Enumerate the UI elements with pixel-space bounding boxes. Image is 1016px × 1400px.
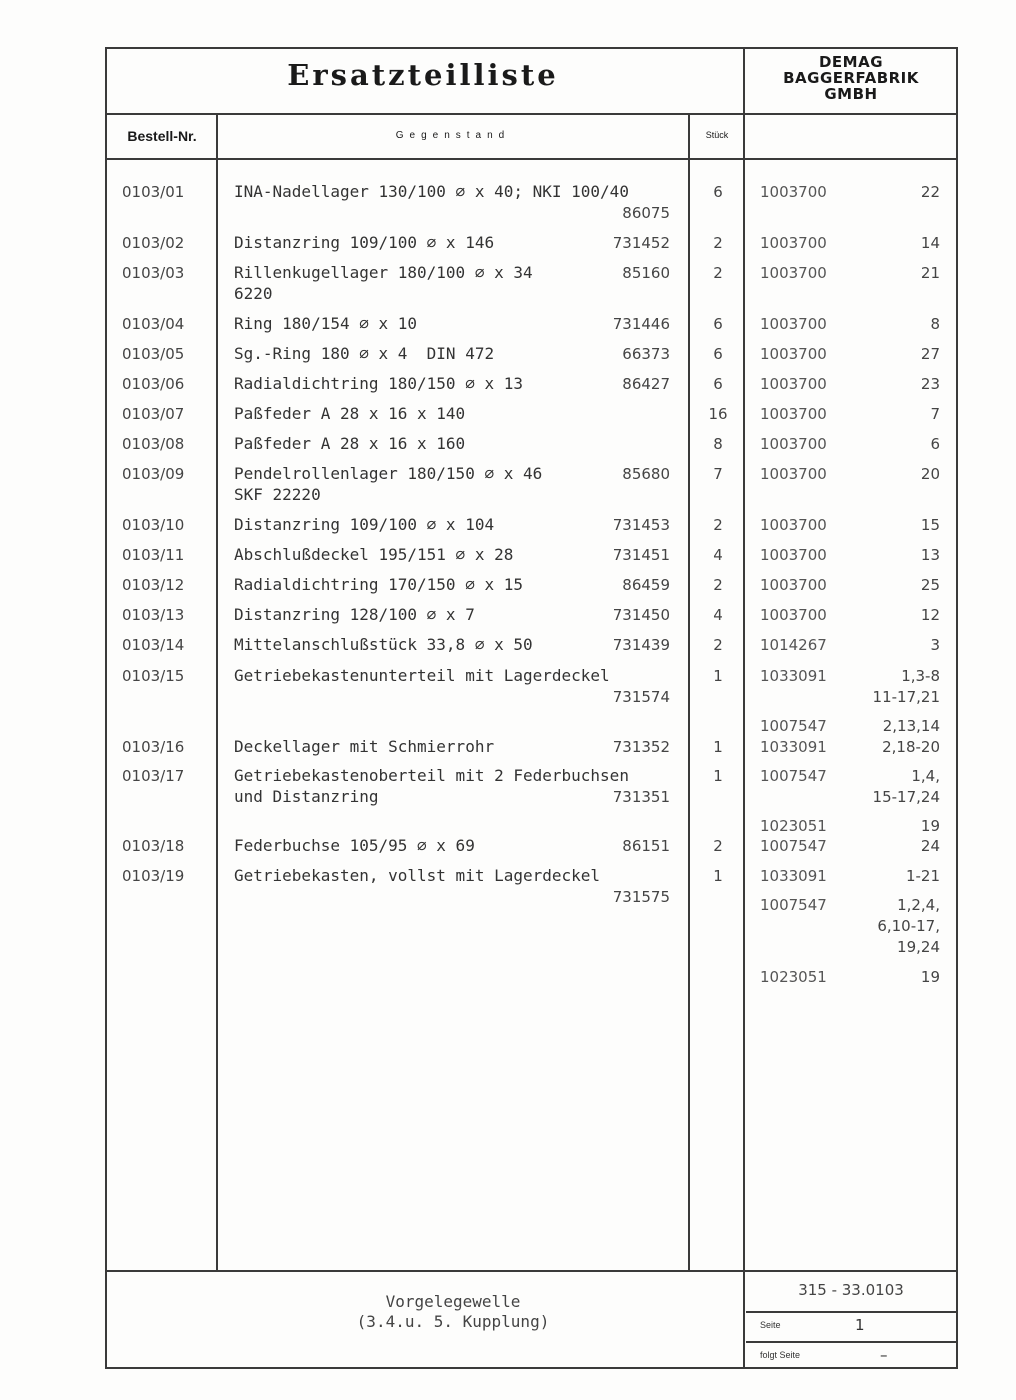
seite-label: Seite — [760, 1320, 781, 1330]
quantity: 1 — [713, 767, 723, 785]
position-reference: 11-17,21 — [872, 688, 940, 706]
quantity: 2 — [713, 576, 723, 594]
part-number: 0103/13 — [122, 606, 185, 624]
quantity: 6 — [713, 375, 723, 393]
col-divider-gegenstand — [688, 113, 690, 1270]
position-reference: 20 — [920, 465, 940, 483]
part-code: 86459 — [622, 576, 670, 594]
document-title: Ersatzteilliste — [287, 58, 559, 92]
position-reference: 13 — [920, 546, 940, 564]
position-reference: 22 — [920, 183, 940, 201]
part-code: 731450 — [612, 606, 670, 624]
quantity: 2 — [713, 636, 723, 654]
footer-divider — [105, 1270, 958, 1272]
part-code: 85680 — [622, 465, 670, 483]
quantity: 4 — [713, 606, 723, 624]
part-code: 731453 — [612, 516, 670, 534]
group-number: 1003700 — [760, 183, 827, 201]
group-number: 1007547 — [760, 837, 827, 855]
quantity: 6 — [713, 183, 723, 201]
position-reference: 21 — [920, 264, 940, 282]
group-number: 1003700 — [760, 606, 827, 624]
position-reference: 12 — [920, 606, 940, 624]
part-number: 0103/14 — [122, 636, 185, 654]
position-reference: 1-21 — [905, 867, 940, 885]
folgt-seite-label: folgt Seite — [760, 1350, 801, 1360]
group-number: 1033091 — [760, 867, 827, 885]
position-reference: 1,2,4, — [897, 896, 940, 915]
group-number: 1003700 — [760, 435, 827, 453]
part-description: Distanzring 128/100 ∅ x 7 — [234, 605, 475, 624]
group-number: 1003700 — [760, 234, 827, 252]
part-number: 0103/19 — [122, 867, 185, 885]
part-number: 0103/08 — [122, 435, 185, 453]
part-code: 731451 — [612, 546, 670, 564]
column-header-divider — [105, 158, 958, 160]
quantity: 1 — [713, 667, 723, 685]
part-code: 731351 — [612, 788, 670, 806]
part-code: 731352 — [612, 738, 670, 756]
part-description: Radialdichtring 170/150 ∅ x 15 — [234, 575, 523, 594]
group-number: 1003700 — [760, 375, 827, 393]
quantity: 2 — [713, 516, 723, 534]
quantity: 4 — [713, 546, 723, 564]
brand-divider — [743, 47, 745, 113]
part-number: 0103/03 — [122, 264, 185, 282]
footer-divider-seite — [746, 1311, 958, 1313]
part-description: und Distanzring — [234, 787, 379, 806]
part-description: Rillenkugellager 180/100 ∅ x 34 — [234, 263, 533, 282]
footer-divider-folgt — [746, 1341, 958, 1343]
part-description: Federbuchse 105/95 ∅ x 69 — [234, 836, 475, 855]
position-reference: 1,4, — [911, 767, 940, 785]
group-number: 1003700 — [760, 576, 827, 594]
part-description: SKF 22220 — [234, 485, 321, 504]
part-code: 66373 — [622, 345, 670, 363]
quantity: 6 — [713, 315, 723, 333]
group-number: 1014267 — [760, 636, 827, 654]
part-number: 0103/18 — [122, 837, 185, 855]
part-code: 86427 — [622, 375, 670, 393]
group-number: 1003700 — [760, 315, 827, 333]
part-code: 86151 — [622, 837, 670, 855]
position-reference: 23 — [920, 375, 940, 393]
group-number: 1007547 — [760, 767, 827, 785]
group-number: 1007547 — [760, 896, 827, 915]
position-reference: 6 — [930, 435, 940, 453]
part-number: 0103/15 — [122, 667, 185, 685]
part-code: 731439 — [612, 636, 670, 654]
col-divider-bestell — [216, 113, 218, 1270]
group-number: 1003700 — [760, 546, 827, 564]
part-description: Abschlußdeckel 195/151 ∅ x 28 — [234, 545, 514, 564]
part-description: Pendelrollenlager 180/150 ∅ x 46 — [234, 464, 543, 483]
part-number: 0103/16 — [122, 738, 185, 756]
position-reference: 2,18-20 — [882, 738, 940, 756]
part-code: 731575 — [612, 888, 670, 906]
column-header-gegenstand: Gegenstand — [395, 130, 511, 141]
group-number: 1033091 — [760, 667, 827, 685]
company-logo: DEMAG BAGGERFABRIK GMBH — [783, 53, 919, 103]
part-description: Paßfeder A 28 x 16 x 140 — [234, 404, 466, 423]
header-divider — [105, 113, 958, 115]
group-number: 1007547 — [760, 717, 827, 736]
column-header-stueck: Stück — [705, 130, 729, 140]
position-reference: 14 — [920, 234, 940, 252]
position-reference: 6,10-17, — [877, 917, 940, 936]
part-number: 0103/09 — [122, 465, 185, 483]
part-description: Deckellager mit Schmierrohr — [234, 737, 495, 756]
quantity: 1 — [713, 738, 723, 756]
assembly-description: Vorgelegewelle (3.4.u. 5. Kupplung) — [356, 1292, 550, 1331]
position-reference: 15-17,24 — [872, 788, 940, 806]
position-reference: 1,3-8 — [901, 667, 940, 685]
quantity: 1 — [713, 867, 723, 885]
part-description: Getriebekastenunterteil mit Lagerdeckel — [234, 666, 610, 685]
part-number: 0103/05 — [122, 345, 185, 363]
position-reference: 19,24 — [897, 938, 940, 957]
position-reference: 25 — [920, 576, 940, 594]
position-reference: 19 — [920, 817, 940, 836]
part-description: INA-Nadellager 130/100 ∅ x 40; NKI 100/40 — [234, 182, 629, 201]
position-reference: 3 — [930, 636, 940, 654]
part-number: 0103/11 — [122, 546, 185, 564]
group-number: 1003700 — [760, 345, 827, 363]
part-number: 0103/12 — [122, 576, 185, 594]
part-number: 0103/04 — [122, 315, 185, 333]
part-description: Paßfeder A 28 x 16 x 160 — [234, 434, 466, 453]
seite-value: 1 — [855, 1316, 865, 1334]
part-code: 731452 — [612, 234, 670, 252]
position-reference: 19 — [920, 967, 940, 986]
part-description: Sg.-Ring 180 ∅ x 4 DIN 472 — [234, 344, 495, 363]
part-description: Distanzring 109/100 ∅ x 146 — [234, 233, 495, 252]
part-code: 731446 — [612, 315, 670, 333]
part-code: 731574 — [612, 688, 670, 706]
part-description: Radialdichtring 180/150 ∅ x 13 — [234, 374, 523, 393]
part-description: Getriebekastenoberteil mit 2 Federbuchsen — [234, 766, 629, 785]
group-number: 1023051 — [760, 967, 827, 986]
quantity: 6 — [713, 345, 723, 363]
part-number: 0103/01 — [122, 183, 185, 201]
part-description: Distanzring 109/100 ∅ x 104 — [234, 515, 495, 534]
group-number: 1033091 — [760, 738, 827, 756]
part-description: 6220 — [234, 284, 273, 303]
part-number: 0103/07 — [122, 405, 185, 423]
quantity: 2 — [713, 264, 723, 282]
position-reference: 2,13,14 — [882, 717, 940, 736]
group-number: 1003700 — [760, 405, 827, 423]
part-description: Ring 180/154 ∅ x 10 — [234, 314, 418, 333]
quantity: 2 — [713, 837, 723, 855]
group-number: 1003700 — [760, 264, 827, 282]
document-number: 315 - 33.0103 — [798, 1281, 904, 1299]
part-number: 0103/06 — [122, 375, 185, 393]
quantity: 8 — [713, 435, 723, 453]
part-number: 0103/17 — [122, 767, 185, 785]
group-number: 1003700 — [760, 465, 827, 483]
position-reference: 7 — [930, 405, 940, 423]
position-reference: 24 — [920, 837, 940, 855]
quantity: 2 — [713, 234, 723, 252]
part-number: 0103/02 — [122, 234, 185, 252]
position-reference: 8 — [930, 315, 940, 333]
part-description: Getriebekasten, vollst mit Lagerdeckel — [234, 866, 601, 885]
part-code: 85160 — [622, 264, 670, 282]
quantity: 16 — [708, 405, 728, 423]
group-number: 1023051 — [760, 817, 827, 836]
column-header-bestell: Bestell-Nr. — [127, 128, 197, 144]
quantity: 7 — [713, 465, 723, 483]
part-number: 0103/10 — [122, 516, 185, 534]
part-description: Mittelanschlußstück 33,8 ∅ x 50 — [234, 635, 533, 654]
folgt-seite-value: – — [880, 1346, 888, 1364]
group-number: 1003700 — [760, 516, 827, 534]
position-reference: 15 — [920, 516, 940, 534]
position-reference: 27 — [920, 345, 940, 363]
part-code: 86075 — [622, 204, 670, 222]
